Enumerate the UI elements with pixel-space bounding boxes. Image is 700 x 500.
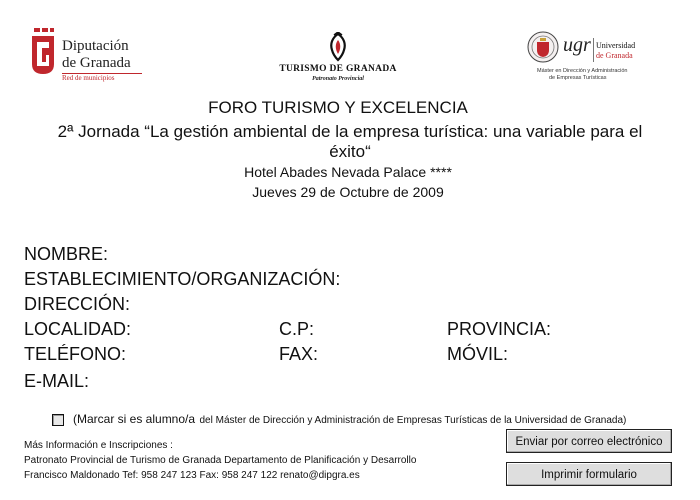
student-checkbox[interactable] <box>52 414 64 426</box>
diputacion-name-line2: de Granada <box>62 55 131 71</box>
direccion-field-label[interactable]: DIRECCIÓN: <box>24 294 131 314</box>
event-subtitle: 2ª Jornada “La gestión ambiental de la empresa turística: una variable para el éxito“ <box>57 122 643 161</box>
info-contact: Francisco Maldonado Tef: 958 247 123 Fax: 958 247 122 renato@dipgra.es <box>24 470 360 481</box>
event-header <box>0 96 700 202</box>
ugr-line2: de Granada <box>596 51 633 60</box>
ugr-mark: ugr <box>563 34 591 56</box>
event-date: Jueves 29 de Octubre de 2009 <box>252 184 444 200</box>
fax-field-label[interactable]: FAX: <box>279 344 319 364</box>
ugr-master-line2: de Empresas Turísticas <box>549 75 607 81</box>
provincia-field-label[interactable]: PROVINCIA: <box>447 319 552 339</box>
diputacion-logo <box>30 28 150 84</box>
student-label-part2: del Máster de Dirección y Administración de Empresas Turísticas de la Universidad de Granada) <box>199 415 627 426</box>
turismo-subname: Patronato Provincial <box>312 76 364 82</box>
movil-field-label[interactable]: MÓVIL: <box>447 344 509 364</box>
cp-field-label[interactable]: C.P: <box>279 319 315 339</box>
send-email-button[interactable]: Enviar por correo electrónico <box>506 429 672 453</box>
turismo-name: TURISMO DE GRANADA <box>279 64 397 74</box>
pomegranate-emblem-icon <box>324 32 352 62</box>
ugr-master-line1: Máster en Dirección y Administración <box>537 68 628 74</box>
event-title: FORO TURISMO Y EXCELENCIA <box>208 98 468 117</box>
telefono-field-label[interactable]: TELÉFONO: <box>24 344 127 364</box>
nombre-field-label[interactable]: NOMBRE: <box>24 244 109 264</box>
diputacion-shield-icon <box>30 28 56 76</box>
print-form-button[interactable]: Imprimir formulario <box>506 462 672 486</box>
university-seal-icon <box>527 30 559 64</box>
email-field-label[interactable]: E-MAIL: <box>24 371 90 391</box>
turismo-granada-logo <box>268 32 408 82</box>
info-heading: Más Información e Inscripciones : <box>24 440 173 451</box>
diputacion-tagline: Red de municipios <box>62 74 115 82</box>
student-checkbox-label <box>73 410 626 428</box>
ugr-logo <box>527 30 677 90</box>
ugr-separator <box>593 38 594 62</box>
diputacion-name-line1: Diputación <box>62 38 129 54</box>
localidad-field-label[interactable]: LOCALIDAD: <box>24 319 132 339</box>
info-organization: Patronato Provincial de Turismo de Granada Departamento de Planificación y Desarrollo <box>24 455 417 466</box>
ugr-line1: Universidad <box>596 41 636 50</box>
establecimiento-field-label[interactable]: ESTABLECIMIENTO/ORGANIZACIÓN: <box>24 269 341 289</box>
student-label-part1: (Marcar si es alumno/a <box>73 412 196 426</box>
event-venue: Hotel Abades Nevada Palace **** <box>244 164 452 180</box>
